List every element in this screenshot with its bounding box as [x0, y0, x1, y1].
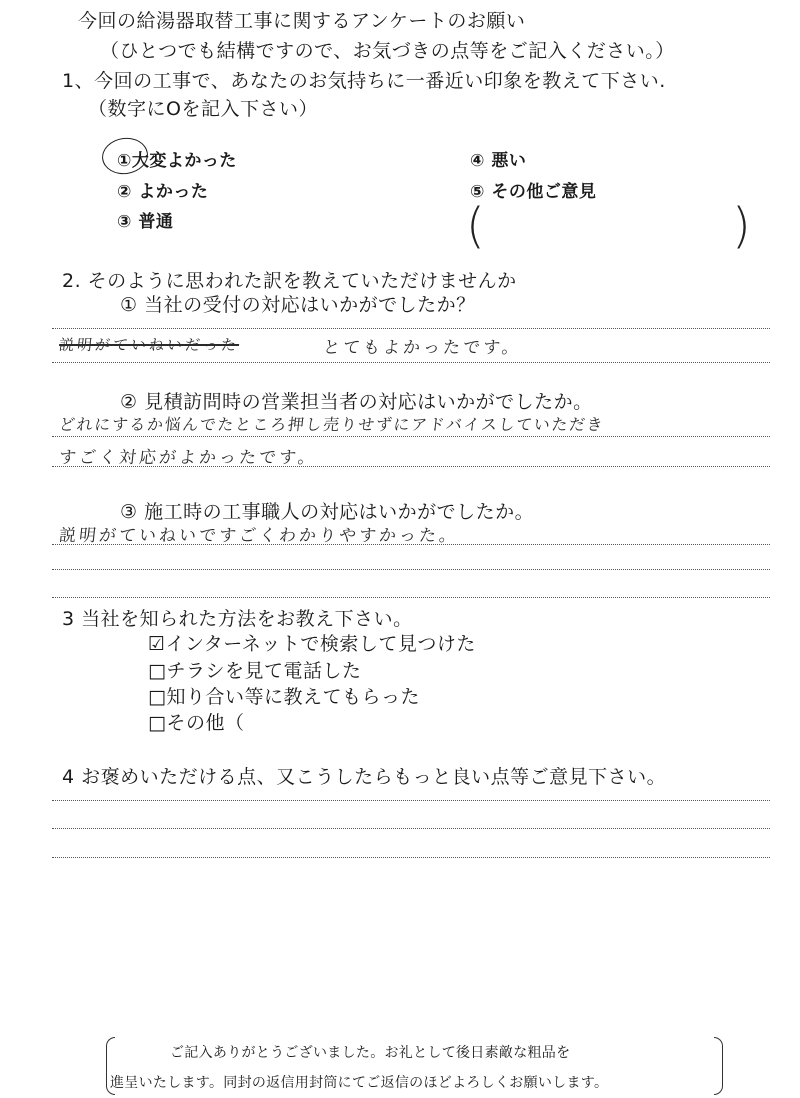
q1-option-2-number: ②	[117, 182, 132, 202]
q1-option-4-text: 悪い	[491, 151, 527, 171]
q3-option-2-text: チラシを見て電話した	[166, 660, 362, 682]
q2-sub1-label: ① 当社の受付の対応はいかがでしたか？	[120, 294, 476, 316]
q2-answer1: とてもよかったです。	[322, 338, 523, 358]
q1-option-3-number: ③	[117, 212, 132, 232]
other-opinion-open-paren: (	[466, 198, 485, 254]
answer-line	[52, 436, 770, 437]
q4-label: 4 お褒めいただける点、又こうしたらもっと良い点等ご意見下さい。	[62, 766, 667, 788]
footer-line-2: 進呈いたします。同封の返信用封筒にてご返信のほどよろしくお願いします。	[110, 1075, 609, 1091]
answer-line	[52, 828, 770, 829]
answer-line	[52, 544, 770, 545]
footer-right-bracket	[714, 1037, 723, 1095]
other-opinion-close-paren: )	[732, 198, 751, 254]
checked-box-icon: ☑	[148, 633, 166, 655]
q1-option-3[interactable]	[117, 207, 173, 232]
q3-option-3[interactable]	[148, 682, 420, 709]
q1-option-2-text: よかった	[138, 182, 209, 202]
q1-option-5-text: その他ご意見	[491, 182, 597, 202]
q3-option-1-text: インターネットで検索して見つけた	[165, 633, 476, 655]
answer-line	[52, 362, 770, 363]
q1-option-4[interactable]	[470, 146, 526, 171]
answer-line	[52, 597, 770, 598]
q2-answer3: 説明がていねいですごくわかりやすかった。	[58, 526, 461, 546]
q2-label: 2. そのように思われた訳を教えていただけませんか	[62, 270, 517, 292]
q1-option-1-number: ①	[117, 151, 132, 171]
q1-note: （数字にOを記入下さい）	[88, 98, 318, 120]
q3-option-3-text: 知り合い等に教えてもらった	[166, 686, 420, 708]
q1-option-4-number: ④	[470, 151, 485, 171]
checkbox-icon: □	[148, 686, 167, 708]
checkbox-icon: □	[148, 660, 167, 682]
q2-answer1-struck: 説明がていねいだった	[58, 336, 241, 354]
q3-option-4[interactable]	[148, 708, 244, 735]
q3-label: 3 当社を知られた方法をお教え下さい。	[62, 608, 413, 630]
q1-option-2[interactable]	[117, 177, 208, 202]
answer-line	[52, 466, 770, 467]
survey-subtitle: （ひとつでも結構ですので、お気づきの点等をご記入ください。）	[100, 40, 675, 62]
answer-line	[52, 800, 770, 801]
q3-option-1[interactable]	[148, 629, 476, 656]
q1-label: 1、今回の工事で、あなたのお気持ちに一番近い印象を教えて下さい.	[62, 70, 666, 92]
q3-option-4-text: その他（	[166, 712, 245, 734]
survey-title: 今回の給湯器取替工事に関するアンケートのお願い	[78, 10, 526, 32]
q1-option-1-text: 大変よかった	[131, 151, 237, 171]
q1-option-5[interactable]	[470, 177, 596, 202]
answer-line	[52, 328, 770, 329]
answer-line	[52, 569, 770, 570]
footer-line-1: ご記入ありがとうございました。お礼として後日素敵な粗品を	[170, 1045, 571, 1061]
q1-option-5-number: ⑤	[470, 182, 485, 202]
q1-option-3-text: 普通	[138, 212, 174, 232]
q2-sub3-label: ③ 施工時の工事職人の対応はいかがでしたか。	[120, 501, 535, 523]
q2-answer2-line2: すごく対応がよかったです。	[58, 448, 319, 468]
answer-line	[52, 857, 770, 858]
q3-option-2[interactable]	[148, 656, 361, 683]
q2-answer2-line1: どれにするか悩んでたところ押し売りせずにアドバイスしていただき	[58, 415, 606, 434]
checkbox-icon: □	[148, 712, 167, 734]
q2-sub2-label: ② 見積訪問時の営業担当者の対応はいかがでしたか。	[120, 391, 593, 413]
